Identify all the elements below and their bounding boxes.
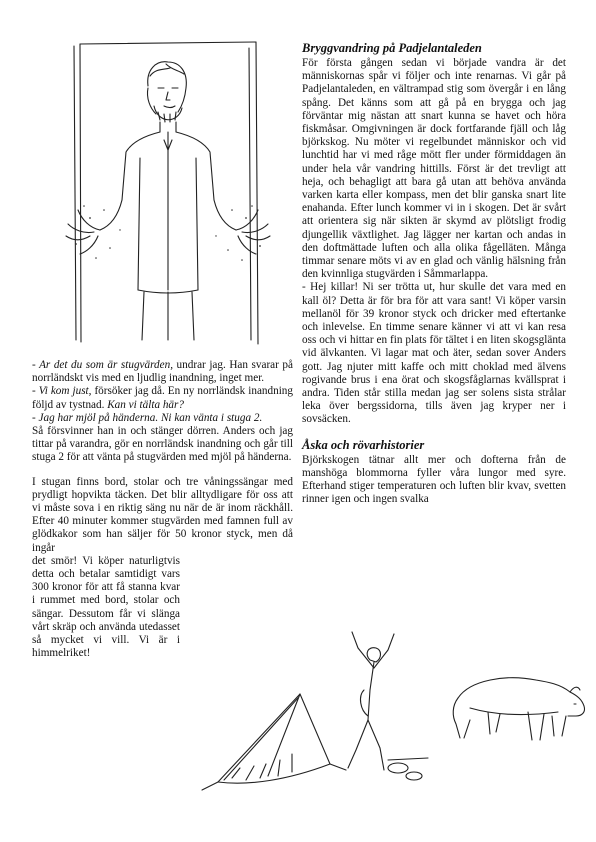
dialogue-line-3: - Jag har mjöl på händerna. Ni kan vänta i stuga 2.	[32, 411, 263, 424]
right-paragraph-1: För första gången sedan vi började vandra är det människornas spår vi följer och inte renarnas. Vi går på Padjelantaleden, en vältrampad stig som övergår i en lång spång. Det känns som att gå på en brygga och jag förväntar mig nästan att snart kunna se havet och höra fiskmåsar. Omgivningen är dock fortfarande fjäll och låg björkskog. Nu möter vi regelbundet människor och vid lunchtid har vi med råge mött fler under förmiddagen än under hela vår vandring hittills. Först är det trevligt att heja, och behagligt att bara gå utan att behöva använda varken karta eller kompass, men det blir ganska snart lite enahanda. Efter lunch kommer vi in i skogen. Det är svårt att orientera sig när sikten är skymd av plötsligt frodig djungellik växtlighet. Jag lägger ner kartan och andas in den doftmättade luften och alla olika fågelläten. Många timmar senare möts vi av en glad och vänlig hälsning från den kvinnliga stugvärden i Såmmarlappa.	[302, 57, 566, 281]
illustration-stugvard	[60, 40, 275, 352]
section-heading-aska: Åska och rövarhistorier	[302, 437, 425, 452]
right-paragraph-3: Björkskogen tätnar allt mer och dofterna från de manshöga blommorna fyller våra lungor med syre. Efterhand stiger temperaturen och luften blir kvav, svetten rinner igen och ingen svalka	[302, 453, 566, 506]
left-paragraph-1: Så försvinner han in och stänger dörren. Anders och jag tittar på varandra, gör en norrländsk inandning och går till stuga 2 för att vänta på stugvärden med mjöl på händerna.	[32, 425, 293, 464]
dialogue-line-1: - Ar det du som är stugvärden, undrar jag. Han svarar på norrländskt vis med en ljudlig inandning, inget mer.	[32, 359, 293, 385]
left-column	[32, 359, 293, 660]
section-heading-bryggvandring: Bryggvandring på Padjelantaleden	[302, 41, 482, 55]
illustration-tent-bear	[188, 620, 588, 810]
dialogue-line-2: - Vi kom just, försöker jag då. En ny norrländsk inandning följd av tystnad. Kan vi tälta här?	[32, 385, 293, 411]
left-paragraph-2: I stugan finns bord, stolar och tre våningssängar med prydligt hopvikta täcken. Det blir alltydligare för oss att vi måste sova i en riktig säng nu när de är inom räckhåll. Efter 40 minuter kommer stugvärden med famnen full av glödkakor som han säljer för 50 kronor styck, men då ingår	[32, 475, 293, 554]
left-paragraph-2-continued: det smör! Vi köper naturligtvis detta och betalar samtidigt vars 300 kronor för att få stanna kvar i rummet med bord, stolar och sängar. Dessutom får vi slänga vårt skräp och använda utedasset så mycket vi vill. Vi är i himmelriket!	[32, 554, 180, 660]
right-column	[302, 41, 566, 507]
right-paragraph-2: - Hej killar! Ni ser trötta ut, hur skulle det vara med en kall öl? Detta är för bra för att vara sant! Vi köper varsin mellanöl för 39 kronor styck och dricker med eftertanke och inlevelse. En timme senare känner vi att vi kan resa oss och vi hittar en fin plats för tältet i en liten skogsglänta vid älvkanten. Vi lagar mat och äter, sedan sover Anders gott. Jag njuter mitt kaffe och mitt choklad med älvens rogivande brus i ena örat och skogsfåglarnas kvällsprat i andra. Tiden står stilla medan jag ser solens sista strålar leka över bergssidorna, tills även jag kryper ner i sovsäcken.	[302, 281, 566, 426]
